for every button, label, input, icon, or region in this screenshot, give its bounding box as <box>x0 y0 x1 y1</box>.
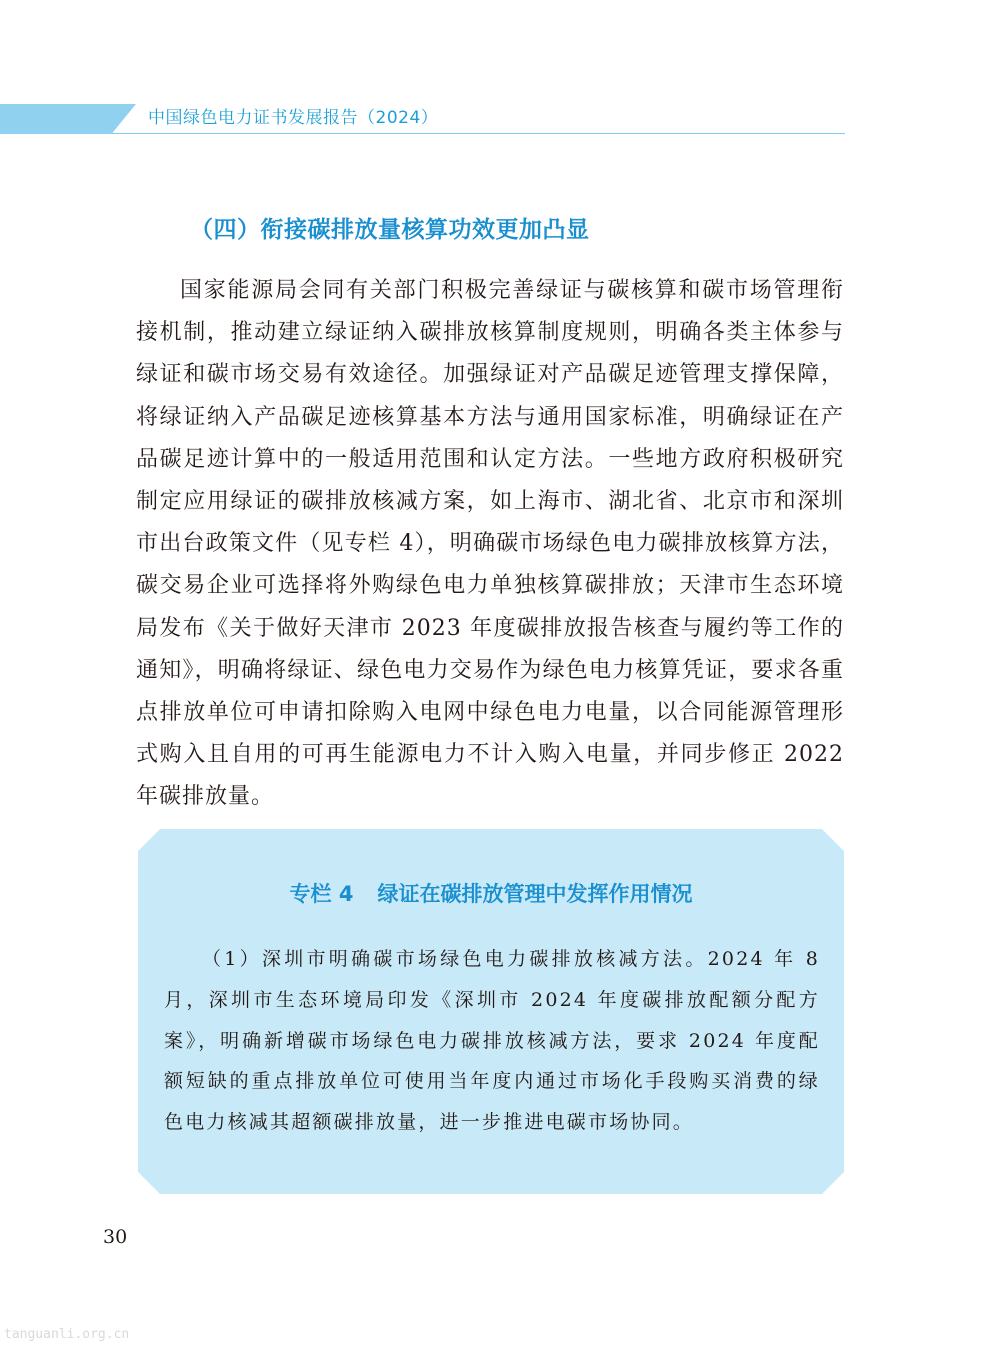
box-title: 绿证在碳排放管理中发挥作用情况 <box>377 882 693 906</box>
box-corner-cut <box>822 1172 844 1194</box>
box-corner-cut <box>822 829 844 851</box>
box-corner-cut <box>138 1172 160 1194</box>
watermark: tanguanli.org.cn <box>4 1327 130 1342</box>
box-corner-cut <box>138 829 160 851</box>
box-heading <box>138 878 844 910</box>
page-number: 30 <box>103 1226 128 1248</box>
body-paragraph: 国家能源局会同有关部门积极完善绿证与碳核算和碳市场管理衔接机制，推动建立绿证纳入碳排放核算制度规则，明确各类主体参与绿证和碳市场交易有效途径。加强绿证对产品碳足迹管理支撑保障，将绿证纳入产品碳足迹核算基本方法与通用国家标准，明确绿证在产品碳足迹计算中的一般适用范围和认定方法。一些地方政府积极研究制定应用绿证的碳排放核减方案，如上海市、湖北省、北京市和深圳市出台政策文件（见专栏 4），明确碳市场绿色电力碳排放核算方法，碳交易企业可选择将外购绿色电力单独核算碳排放；天津市生态环境局发布《关于做好天津市 2023 年度碳排放报告核查与履约等工作的通知》，明确将绿证、绿色电力交易作为绿色电力核算凭证，要求各重点排放单位可申请扣除购入电网中绿色电力电量，以合同能源管理形式购入且自用的可再生能源电力不计入购入电量，并同步修正 2022 年碳排放量。 <box>136 278 844 810</box>
box-paragraph: （1）深圳市明确碳市场绿色电力碳排放核减方法。2024 年 8 月，深圳市生态环境局印发《深圳市 2024 年度碳排放配额分配方案》，明确新增碳市场绿色电力碳排放核减方法，要求 2024 年度配额短缺的重点排放单位可使用当年度内通过市场化手段购买消费的绿色电力核减其超额碳排放量，进一步推进电碳市场协同。 <box>164 948 820 1134</box>
header-color-band <box>0 104 136 134</box>
running-header-title: 中国绿色电力证书发展报告（2024） <box>148 108 439 128</box>
box-label: 专栏 4 <box>289 882 354 906</box>
header-divider <box>112 133 845 134</box>
sidebar-box <box>138 829 844 1194</box>
section-heading: （四）衔接碳排放量核算功效更加凸显 <box>190 217 590 243</box>
